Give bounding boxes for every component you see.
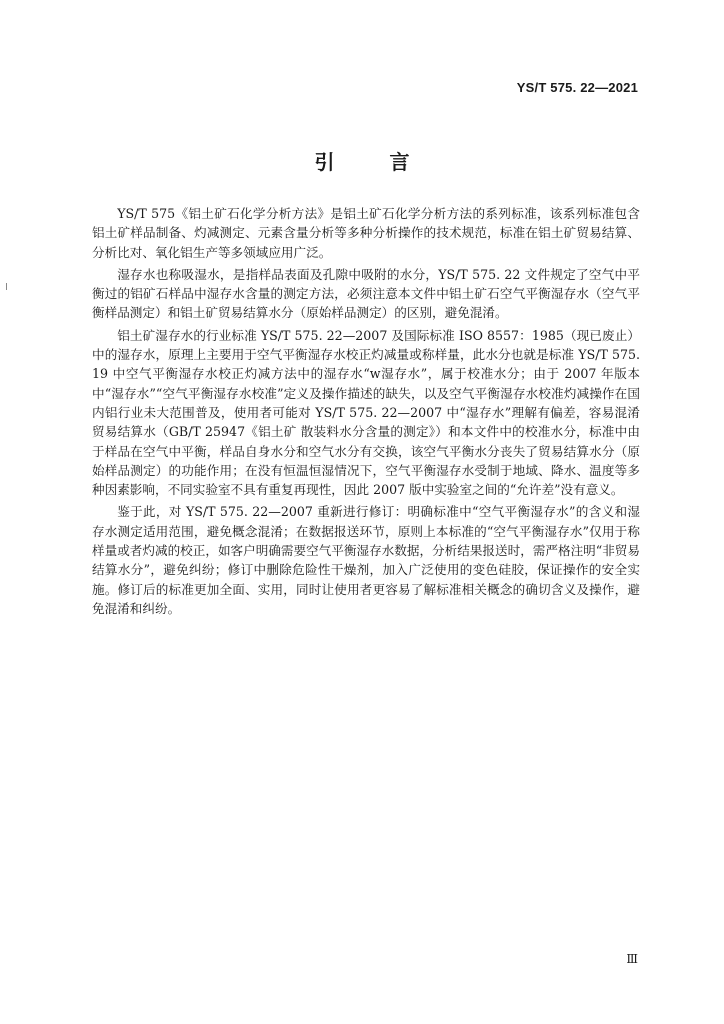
page-number: Ⅲ: [626, 952, 638, 966]
standard-number: YS/T 575. 22—2021: [516, 80, 638, 95]
paragraph-revision: 鉴于此，对 YS/T 575. 22—2007 重新进行修订：明确标准中“空气平衡湿存水”的含义和湿存水测定适用范围，避免概念混淆；在数据报送环节，原则上本标准的“空气平衡湿存水”仅用于称样量或者灼减的校正，如客户明确需要空气平衡湿存水数据，分析结果报送时，需严格注明“非贸易结算水分”，避免纠纷；修订中删除危险性干燥剂，加入广泛使用的变色硅胶，保证操作的安全实施。修订后的标准更加全面、实用，同时让使用者更容易了解标准相关概念的确切含义及操作，避免混淆和纠纷。: [92, 504, 640, 616]
body-content: [92, 204, 640, 621]
paragraph-definition: 湿存水也称吸湿水，是指样品表面及孔隙中吸附的水分，YS/T 575. 22 文件规定了空气中平衡过的铝矿石样品中湿存水含量的测定方法，必须注意本文件中铝土矿石空气平衡湿存水（空气平衡样品测定）和铝土矿贸易结算水分（原始样品测定）的区别，避免混淆。: [92, 266, 640, 321]
paragraph-background: 铝土矿湿存水的行业标准 YS/T 575. 22—2007 及国际标准 ISO 8557：1985（现已废止）中的湿存水，原理上主要用于空气平衡湿存水校正灼减量或称样量，此水分也就是标准 YS/T 575. 19 中空气平衡湿存水校正灼减方法中的湿存水“w湿存水”，属于校准水分；由于 2007 年版本中“湿存水”“空气平衡湿存水校准”定义及操作描述的缺失，以及空气平衡湿存水校准灼减操作在国内铝行业未大范围普及，使用者可能对 YS/T 575. 22—2007 中“湿存水”理解有偏差，容易混淆贸易结算水（GB/T 25947《铝土矿 散装料水分含量的测定》）和本文件中的校准水分，标准中由于样品在空气中平衡，样品自身水分和空气水分有交换，该空气平衡水分丧失了贸易结算水分（原始样品测定）的功能作用；在没有恒温恒湿情况下，空气平衡湿存水受制于地域、降水、温度等多种因素影响，不同实验室不具有重复再现性，因此 2007 版中实验室之间的“允许差”没有意义。: [92, 327, 640, 498]
paragraph-scope: YS/T 575《铝土矿石化学分析方法》是铝土矿石化学分析方法的系列标准，该系列标准包含铝土矿样品制备、灼减测定、元素含量分析等多种分析操作的技术规范，标准在铝土矿贸易结算、分析比对、氧化铝生产等多领域应用广泛。: [92, 206, 640, 260]
page-title: 引 言: [314, 150, 434, 174]
margin-mark: [6, 283, 7, 290]
